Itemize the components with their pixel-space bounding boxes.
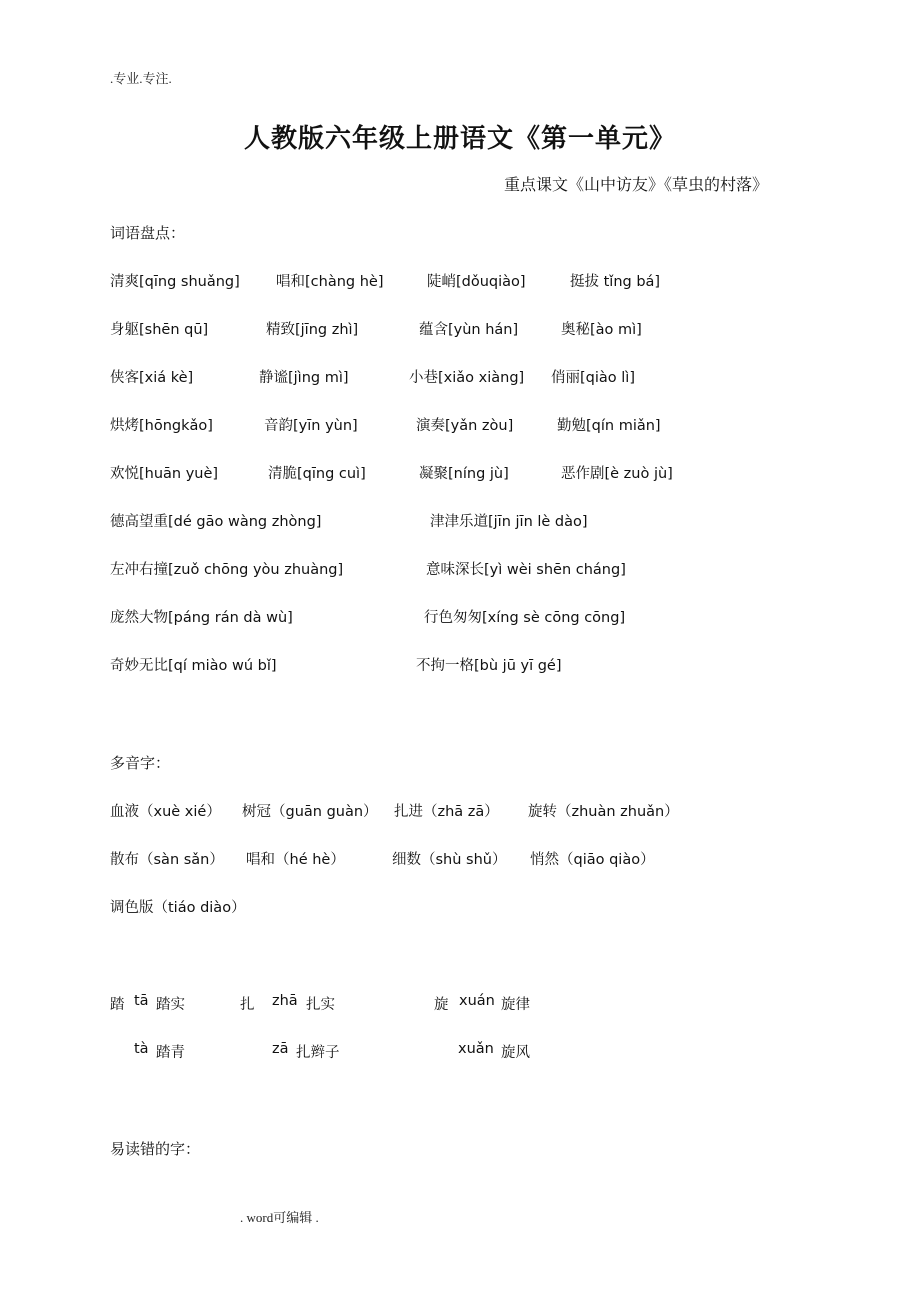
group-word: 扎实 — [306, 997, 335, 1013]
vocab-item: 俏丽[qiào lì] — [551, 370, 635, 386]
group-word: 旋风 — [501, 1045, 530, 1061]
group-pinyin: zā — [272, 1041, 289, 1057]
group-word: 旋律 — [501, 997, 530, 1013]
vocab-item: 勤勉[qín miǎn] — [557, 418, 661, 434]
group-word: 踏青 — [156, 1045, 185, 1061]
vocab-item: 行色匆匆[xíng sè cōng cōng] — [424, 610, 626, 626]
group-pinyin: tà — [134, 1041, 149, 1057]
group-word: 扎辫子 — [296, 1045, 340, 1061]
group-pinyin: tā — [134, 993, 149, 1009]
vocab-item: 挺拔 tǐng bá] — [570, 274, 661, 290]
vocab-item: 演奏[yǎn zòu] — [416, 418, 514, 434]
vocab-item: 奇妙无比[qí miào wú bǐ] — [110, 658, 277, 674]
polyphone-item: 唱和（hé hè） — [246, 852, 345, 868]
vocab-item: 蕴含[yùn hán] — [419, 322, 519, 338]
group-char: 旋 — [434, 997, 449, 1013]
group-pinyin: xuǎn — [458, 1041, 494, 1057]
vocab-item: 静谧[jìng mì] — [259, 370, 349, 386]
vocab-item: 清爽[qīng shuǎng] — [110, 274, 240, 290]
vocab-item: 意味深长[yì wèi shēn cháng] — [426, 562, 626, 578]
polyphone-heading: 多音字： — [110, 754, 171, 772]
group-word: 踏实 — [156, 997, 185, 1013]
vocab-item: 左冲右撞[zuǒ chōng yòu zhuàng] — [110, 562, 344, 578]
vocab-item: 凝聚[níng jù] — [419, 466, 509, 482]
polyphone-item: 悄然（qiāo qiào） — [530, 852, 655, 868]
polyphone-item: 血液（xuè xié） — [110, 804, 221, 820]
polyphone-item: 树冠（guān guàn） — [242, 804, 378, 820]
vocab-item: 小巷[xiǎo xiàng] — [409, 370, 525, 386]
page-title: 人教版六年级上册语文《第一单元》 — [243, 124, 676, 154]
vocab-item: 精致[jīng zhì] — [266, 322, 359, 338]
polyphone-item: 扎进（zhā zā） — [394, 804, 499, 820]
vocab-item: 音韵[yīn yùn] — [264, 418, 358, 434]
vocab-item: 恶作剧[è zuò jù] — [561, 466, 673, 482]
vocab-item: 清脆[qīng cuì] — [268, 466, 366, 482]
polyphone-item: 旋转（zhuàn zhuǎn） — [528, 804, 679, 820]
header-note: .专业.专注. — [110, 71, 172, 86]
vocab-heading: 词语盘点： — [110, 224, 186, 242]
vocab-item: 奥秘[ào mì] — [561, 322, 642, 338]
vocab-item: 身躯[shēn qū] — [110, 322, 209, 338]
vocab-item: 唱和[chàng hè] — [276, 274, 384, 290]
group-pinyin: xuán — [459, 993, 495, 1009]
vocab-item: 不拘一格[bù jū yī gé] — [416, 658, 562, 674]
vocab-item: 欢悦[huān yuè] — [110, 466, 219, 482]
footer-note: . word可编辑 . — [240, 1210, 319, 1225]
vocab-item: 津津乐道[jīn jīn lè dào] — [430, 514, 588, 530]
vocab-item: 德高望重[dé gāo wàng zhòng] — [110, 514, 322, 530]
group-char: 踏 — [110, 997, 125, 1013]
group-pinyin: zhā — [272, 993, 298, 1009]
vocab-item: 侠客[xiá kè] — [110, 370, 194, 386]
vocab-item: 庞然大物[páng rán dà wù] — [110, 610, 293, 626]
polyphone-item: 细数（shù shǔ） — [392, 852, 507, 868]
vocab-item: 陡峭[dǒuqiào] — [427, 274, 526, 290]
misread-heading: 易读错的字： — [110, 1140, 201, 1158]
group-char: 扎 — [240, 997, 255, 1013]
page-subtitle: 重点课文《山中访友》《草虫的村落》 — [503, 175, 768, 194]
vocab-item: 烘烤[hōngkǎo] — [110, 418, 213, 434]
polyphone-item: 调色版（tiáo diào） — [110, 900, 246, 916]
polyphone-item: 散布（sàn sǎn） — [110, 852, 224, 868]
